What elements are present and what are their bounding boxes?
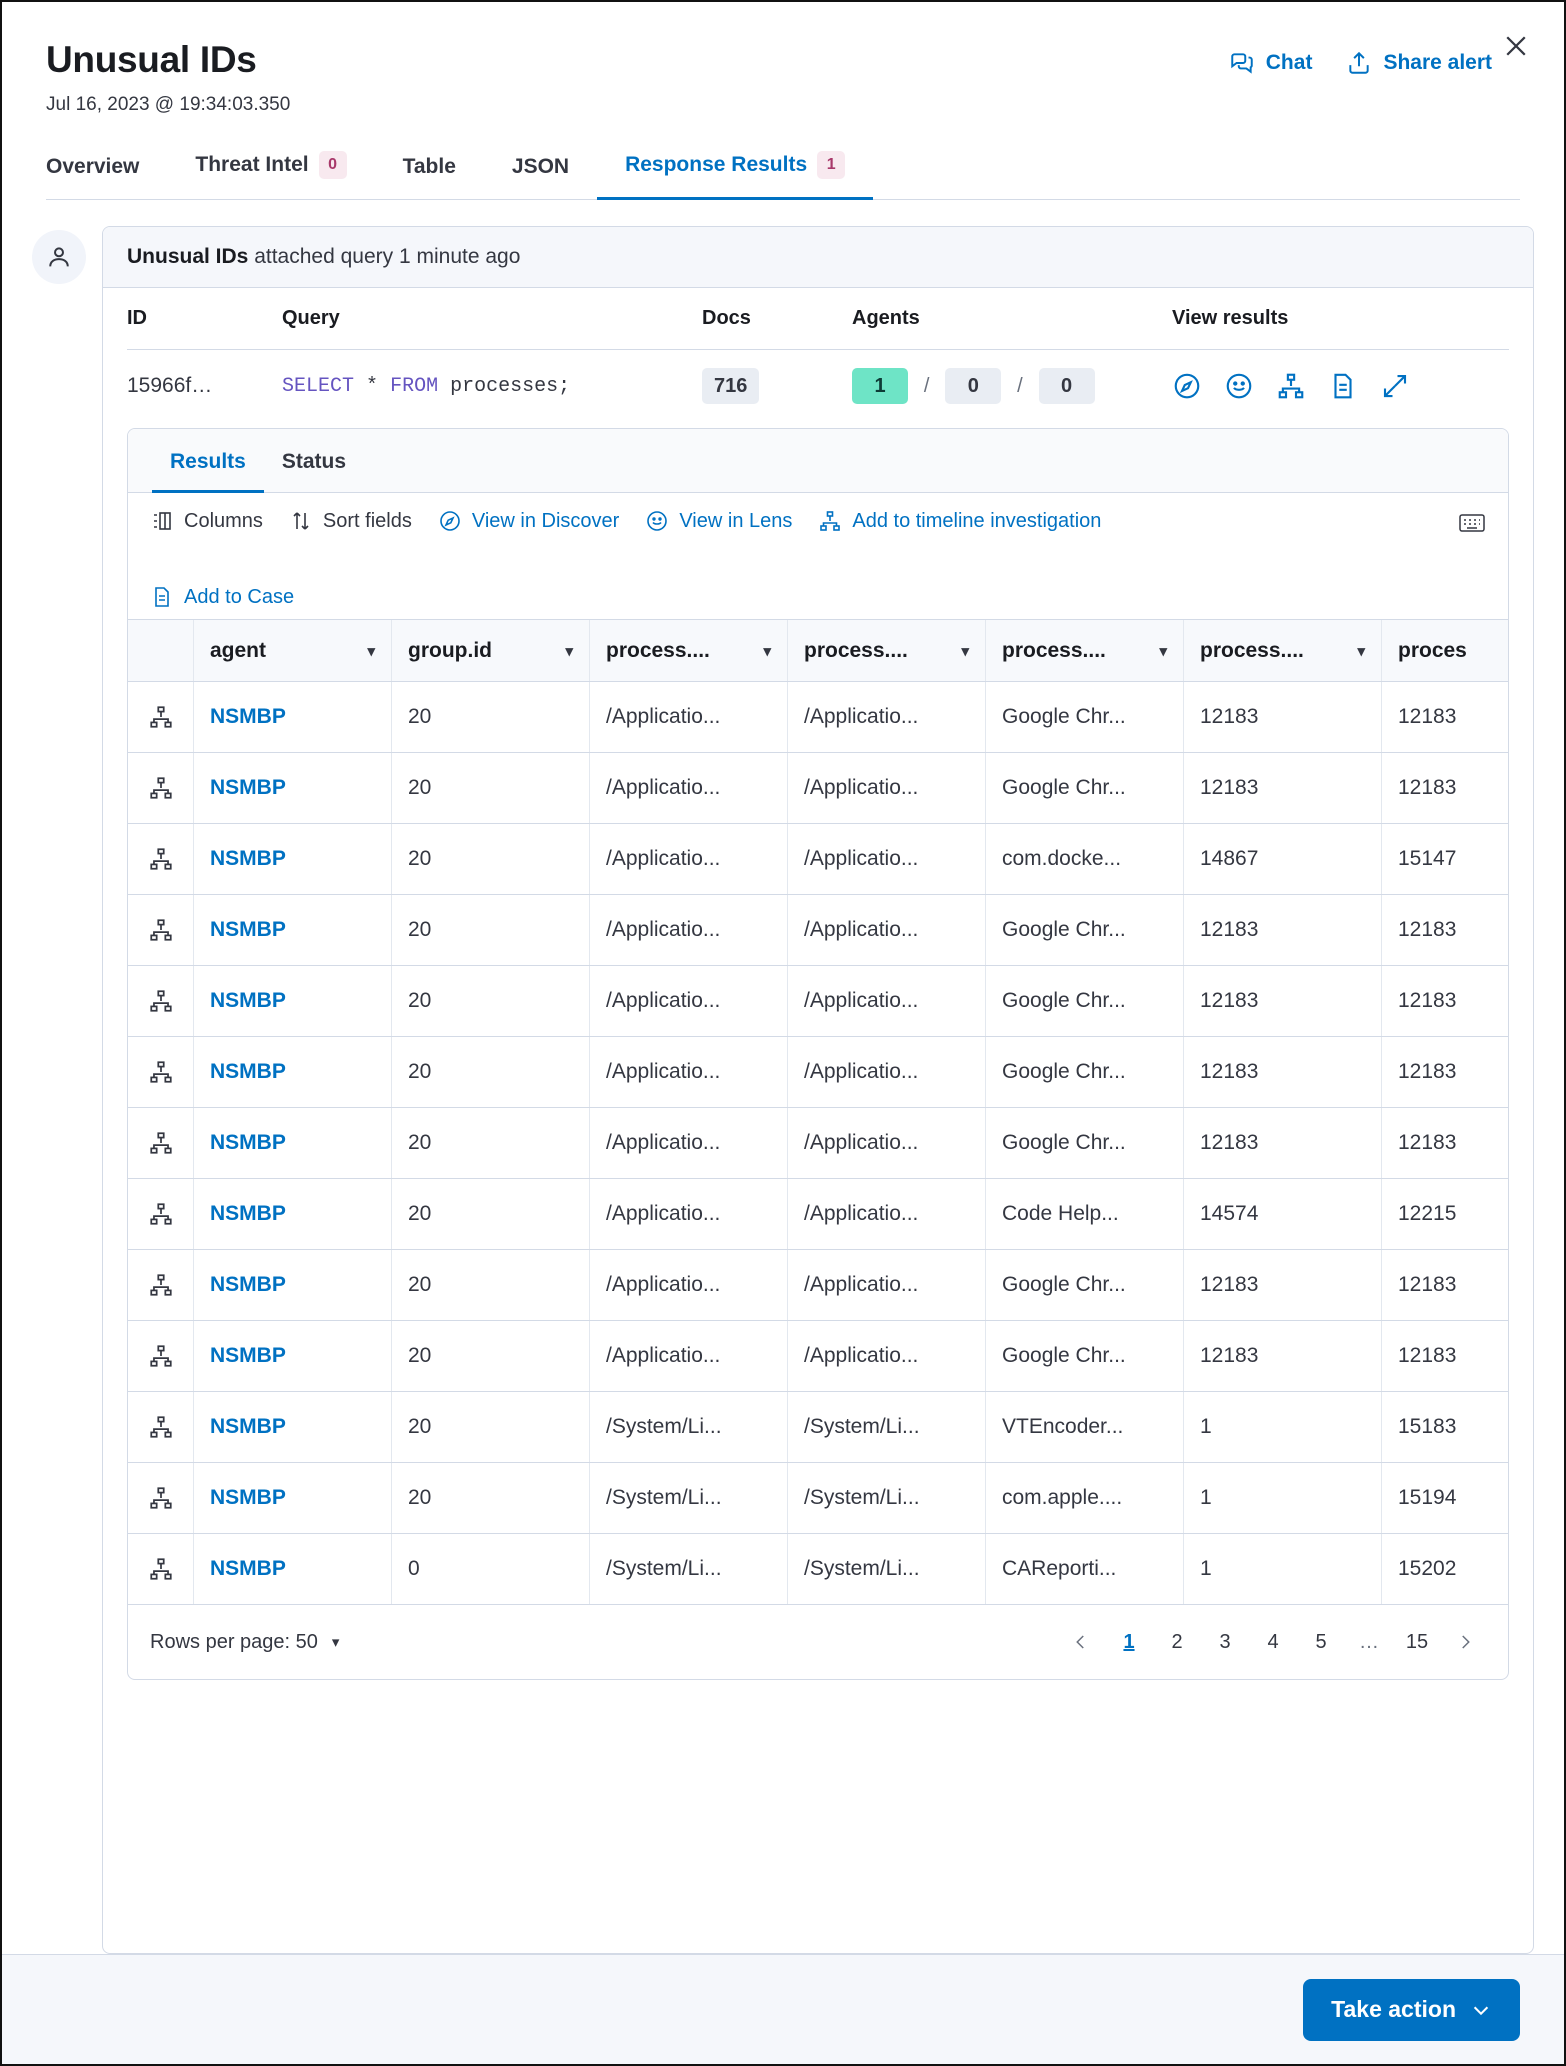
col-id: ID [127,307,147,330]
page-1[interactable]: 1 [1123,1630,1135,1653]
cell-value: /Applicatio... [788,1321,986,1391]
lens-icon [645,509,669,533]
tab-table-label: Table [402,155,456,179]
grid-header-process-4-label: process.... [1200,638,1304,662]
agents-separator-1: / [923,374,930,397]
chevron-down-icon: ▾ [331,1634,340,1652]
cell-value: 20 [392,966,590,1036]
cell-value: /Applicatio... [590,753,788,823]
flyout-body [2,200,1564,1954]
cell-value: 20 [392,824,590,894]
page-title: Unusual IDs [46,39,257,80]
cell-value: Google Chr... [986,1321,1184,1391]
table-row[interactable] [128,1179,1508,1250]
tab-json-label: JSON [511,155,570,179]
tab-results[interactable]: Results [152,430,264,493]
cell-value: 12183 [1398,1060,1457,1084]
chevron-down-icon[interactable]: ▾ [367,642,375,660]
col-docs: Docs [702,307,751,330]
col-query: Query [282,307,340,330]
cell-value: 12183 [1184,895,1382,965]
grid-header-process-4[interactable] [1184,620,1382,681]
cell-value: 20 [392,1037,590,1107]
results-grid-wrapper [128,619,1508,1605]
cell-value: /Applicatio... [788,966,986,1036]
chevron-right-icon[interactable] [1444,1621,1486,1663]
cell-value: /Applicatio... [590,966,788,1036]
cell-value: 1 [1184,1463,1382,1533]
cell-value: 14867 [1184,824,1382,894]
table-row[interactable] [128,966,1508,1037]
add-to-case-label: Add to Case [184,585,295,608]
timeline-icon[interactable] [128,1534,194,1604]
timeline-icon[interactable] [128,682,194,752]
table-row[interactable] [128,1037,1508,1108]
timeline-icon[interactable] [128,1108,194,1178]
columns-icon [150,509,174,533]
timeline-icon[interactable] [128,1392,194,1462]
agent-link[interactable]: NSMBP [210,1202,286,1226]
page-15[interactable]: 15 [1405,1630,1429,1653]
agent-link[interactable]: NSMBP [210,1415,286,1439]
cell-value: 20 [392,1392,590,1462]
grid-pagination [128,1605,1508,1679]
cell-value: CAReporti... [986,1534,1184,1604]
agents-cell [852,368,1172,404]
cell-value: 20 [392,1321,590,1391]
tab-overview-label: Overview [46,155,140,179]
cell-value: 1 [1184,1534,1382,1604]
cell-value: /Applicatio... [788,895,986,965]
timeline-icon[interactable] [1276,371,1306,401]
agents-separator-2: / [1017,374,1023,397]
cell-value: /Applicatio... [788,1037,986,1107]
cell-agent[interactable] [194,1392,392,1462]
cell-value: /Applicatio... [590,824,788,894]
take-action-label: Take action [1331,1996,1456,2022]
agents-success-count: 1 [852,368,908,404]
columns-button[interactable] [150,509,263,533]
cell-value: Google Chr... [986,1037,1184,1107]
query-keyword-select: SELECT [282,374,355,398]
cell-agent[interactable] [194,1037,392,1107]
tab-response-results[interactable] [597,141,873,200]
cell-value: Code Help... [986,1179,1184,1249]
query-keyword-from: FROM [390,374,439,398]
cell-value: 20 [392,1463,590,1533]
view-in-lens-label: View in Lens [679,509,793,532]
timeline-icon[interactable] [128,1250,194,1320]
view-in-discover-button[interactable] [438,509,619,533]
cell-agent[interactable] [194,1179,392,1249]
cell-value: 12183 [1184,1108,1382,1178]
tab-table[interactable] [375,145,484,200]
grid-header-group-id-label: group.id [408,638,492,662]
cell-agent[interactable] [194,824,392,894]
cell-value: 12183 [1184,966,1382,1036]
cell-value: /System/Li... [590,1534,788,1604]
cell-value: /Applicatio... [788,1108,986,1178]
cell-value: /Applicatio... [788,824,986,894]
view-in-discover-label: View in Discover [471,509,620,532]
cell-value: 20 [392,682,590,752]
grid-header-expand [128,620,194,681]
tab-threat-intel-badge: 0 [319,151,347,179]
timeline-icon[interactable] [128,1321,194,1391]
cell-value: 12183 [1184,753,1382,823]
cell-value: Google Chr... [986,753,1184,823]
query-id: 15966f… [127,374,213,398]
cell-value: /System/Li... [590,1392,788,1462]
cell-value: 12183 [1184,682,1382,752]
docs-count-cell [702,368,852,404]
tab-response-results-badge: 1 [817,151,845,179]
agent-link[interactable]: NSMBP [210,776,286,800]
cell-value: /Applicatio... [590,895,788,965]
cell-value: 12183 [1398,705,1457,729]
cell-value: 12183 [1398,989,1457,1013]
chevron-down-icon[interactable]: ▾ [961,642,969,660]
cell-agent[interactable] [194,1463,392,1533]
comment-header [103,227,1533,288]
cell-agent[interactable] [194,1250,392,1320]
query-summary-table [103,288,1533,422]
table-row[interactable] [128,1108,1508,1179]
add-to-case-button[interactable] [150,585,294,609]
agents-failed-count: 0 [1039,368,1095,404]
page-5[interactable]: 5 [1315,1630,1327,1653]
user-avatar-icon [45,243,73,271]
tab-json[interactable] [484,145,597,200]
flyout-header [2,2,1564,200]
view-results-actions [1172,371,1509,401]
columns-label: Columns [184,509,263,532]
cell-value: 15194 [1398,1486,1457,1510]
cell-value: 12183 [1398,776,1457,800]
expand-icon[interactable] [1380,371,1410,401]
avatar [32,230,86,284]
cell-agent[interactable] [194,753,392,823]
table-row[interactable] [128,1463,1508,1534]
add-to-timeline-button[interactable] [818,509,1101,533]
agent-link[interactable]: NSMBP [210,1131,286,1155]
query-table: processes; [450,374,571,398]
cell-value: /Applicatio... [788,1250,986,1320]
cell-value: 12183 [1398,1344,1457,1368]
cell-value: Google Chr... [986,1108,1184,1178]
cell-value: Google Chr... [986,1250,1184,1320]
sort-icon [289,509,313,533]
share-icon [1346,50,1372,76]
grid-header-process-1-label: process.... [606,638,710,662]
cell-value: /Applicatio... [788,1179,986,1249]
tab-threat-intel-label: Threat Intel [195,153,309,177]
flyout-tabs [46,140,1520,200]
cell-value: /Applicatio... [590,1179,788,1249]
response-actions-comment [102,226,1534,1954]
cell-value: 15202 [1398,1557,1457,1581]
grid-header-process-5[interactable] [1382,620,1508,681]
col-view-results: View results [1172,307,1289,330]
grid-header-agent[interactable] [194,620,392,681]
grid-header-process-2[interactable] [788,620,986,681]
grid-header-process-3[interactable] [986,620,1184,681]
cell-value: 12183 [1398,1273,1457,1297]
table-row[interactable] [128,1534,1508,1605]
query-summary-row [127,350,1509,422]
query-summary-header [127,288,1509,350]
lens-icon[interactable] [1224,371,1254,401]
chat-button[interactable] [1229,50,1313,76]
cell-value: 12215 [1398,1202,1457,1226]
timeline-icon[interactable] [128,966,194,1036]
page-ellipsis: … [1359,1630,1379,1653]
query-star: * [366,374,379,398]
cell-value: 20 [392,895,590,965]
grid-header-row [128,620,1508,682]
agent-link[interactable]: NSMBP [210,1060,286,1084]
timeline-icon[interactable] [128,1037,194,1107]
agents-pending-count: 0 [945,368,1001,404]
comment-author: Unusual IDs [127,245,249,269]
agent-link[interactable]: NSMBP [210,705,286,729]
grid-body [128,682,1508,1605]
tab-status[interactable]: Status [281,450,347,474]
cell-value: 20 [392,1250,590,1320]
cell-value: 1 [1184,1392,1382,1462]
agent-link[interactable]: NSMBP [210,1557,286,1581]
rows-per-page-label: Rows per page: 50 [150,1630,318,1653]
rows-per-page-select[interactable] [150,1631,339,1654]
grid-header-agent-label: agent [210,638,267,662]
chevron-down-icon[interactable]: ▾ [565,642,573,660]
page-2[interactable]: 2 [1171,1630,1183,1653]
cell-value: /System/Li... [788,1534,986,1604]
results-panel-tabs [128,429,1508,493]
cell-value: /Applicatio... [788,682,986,752]
agent-link[interactable]: NSMBP [210,918,286,942]
cell-value: 12183 [1184,1321,1382,1391]
cell-value: /Applicatio... [590,1108,788,1178]
table-row[interactable] [128,682,1508,753]
cell-value: 14574 [1184,1179,1382,1249]
query-text [282,375,702,398]
cell-value: com.apple.... [986,1463,1184,1533]
cell-agent[interactable] [194,966,392,1036]
share-alert-label: Share alert [1383,51,1492,74]
cell-agent[interactable] [194,1321,392,1391]
fullscreen-icon[interactable] [1458,511,1486,535]
tab-response-results-label: Response Results [625,153,808,177]
cell-agent[interactable] [194,682,392,752]
table-row[interactable] [128,1250,1508,1321]
cell-value: 12183 [1398,1131,1457,1155]
comment-text: attached query 1 minute ago [254,245,521,269]
flyout-footer [2,1954,1564,2064]
add-to-timeline-label: Add to timeline investigation [852,509,1102,532]
cell-value: Google Chr... [986,895,1184,965]
share-alert-button[interactable] [1346,50,1492,76]
cell-value: Google Chr... [986,966,1184,1036]
col-agents: Agents [852,307,920,330]
page-4[interactable]: 4 [1267,1630,1279,1653]
grid-toolbar [128,493,1508,619]
results-panel [127,428,1509,1680]
agent-link[interactable]: NSMBP [210,847,286,871]
cell-agent[interactable] [194,1108,392,1178]
discover-icon [438,509,462,533]
cell-value: /System/Li... [788,1392,986,1462]
close-icon[interactable] [1494,24,1538,68]
timeline-icon[interactable] [128,824,194,894]
docs-count: 716 [702,368,759,404]
cell-value: 12183 [1398,918,1457,942]
chevron-down-icon[interactable]: ▾ [1159,642,1167,660]
cell-value: /Applicatio... [788,753,986,823]
cell-agent[interactable] [194,1534,392,1604]
chevron-down-icon[interactable]: ▾ [1357,642,1365,660]
table-row[interactable] [128,824,1508,895]
chevron-left-icon[interactable] [1060,1621,1102,1663]
cell-value: Google Chr... [986,682,1184,752]
cell-value: 15147 [1398,847,1457,871]
grid-header-process-1[interactable] [590,620,788,681]
cell-agent[interactable] [194,895,392,965]
cell-value: /Applicatio... [590,682,788,752]
table-row[interactable] [128,753,1508,824]
cell-value: 20 [392,1108,590,1178]
chat-label: Chat [1265,51,1313,74]
table-row[interactable] [128,895,1508,966]
tab-threat-intel[interactable] [167,141,374,200]
case-icon[interactable] [1328,371,1358,401]
alert-timestamp: Jul 16, 2023 @ 19:34:03.350 [46,94,291,116]
timeline-icon[interactable] [128,753,194,823]
grid-header-process-5-label: proces [1398,638,1467,662]
cell-value: VTEncoder... [986,1392,1184,1462]
timeline-icon [818,509,842,533]
cell-value: 20 [392,753,590,823]
cell-value: 12183 [1184,1250,1382,1320]
cell-value: com.docke... [986,824,1184,894]
cell-value: 15183 [1398,1415,1457,1439]
chevron-down-icon [1470,1999,1492,2021]
timeline-icon[interactable] [128,895,194,965]
cell-value: 0 [392,1534,590,1604]
cell-value: /System/Li... [788,1463,986,1533]
grid-header-group-id[interactable] [392,620,590,681]
cell-value: /System/Li... [590,1463,788,1533]
cell-value: 12183 [1184,1037,1382,1107]
cell-value: 20 [392,1179,590,1249]
discover-icon[interactable] [1172,371,1202,401]
agent-link[interactable]: NSMBP [210,1344,286,1368]
chat-icon [1229,50,1255,76]
case-icon [150,585,174,609]
chevron-down-icon[interactable]: ▾ [763,642,771,660]
results-grid [128,619,1508,1605]
view-in-lens-button[interactable] [645,509,792,533]
page-3[interactable]: 3 [1219,1630,1231,1653]
agent-link[interactable]: NSMBP [210,1486,286,1510]
sort-fields-label: Sort fields [322,509,412,532]
table-row[interactable] [128,1392,1508,1463]
header-actions [1229,50,1492,76]
agent-link[interactable]: NSMBP [210,989,286,1013]
timeline-icon[interactable] [128,1179,194,1249]
cell-value: /Applicatio... [590,1250,788,1320]
table-row[interactable] [128,1321,1508,1392]
page-list [1060,1621,1486,1663]
timeline-icon[interactable] [128,1463,194,1533]
agent-link[interactable]: NSMBP [210,1273,286,1297]
cell-value: /Applicatio... [590,1321,788,1391]
sort-fields-button[interactable] [289,509,412,533]
cell-value: /Applicatio... [590,1037,788,1107]
take-action-button[interactable] [1303,1979,1520,2041]
tab-overview[interactable] [46,145,167,200]
grid-header-process-2-label: process.... [804,638,908,662]
grid-header-process-3-label: process.... [1002,638,1106,662]
